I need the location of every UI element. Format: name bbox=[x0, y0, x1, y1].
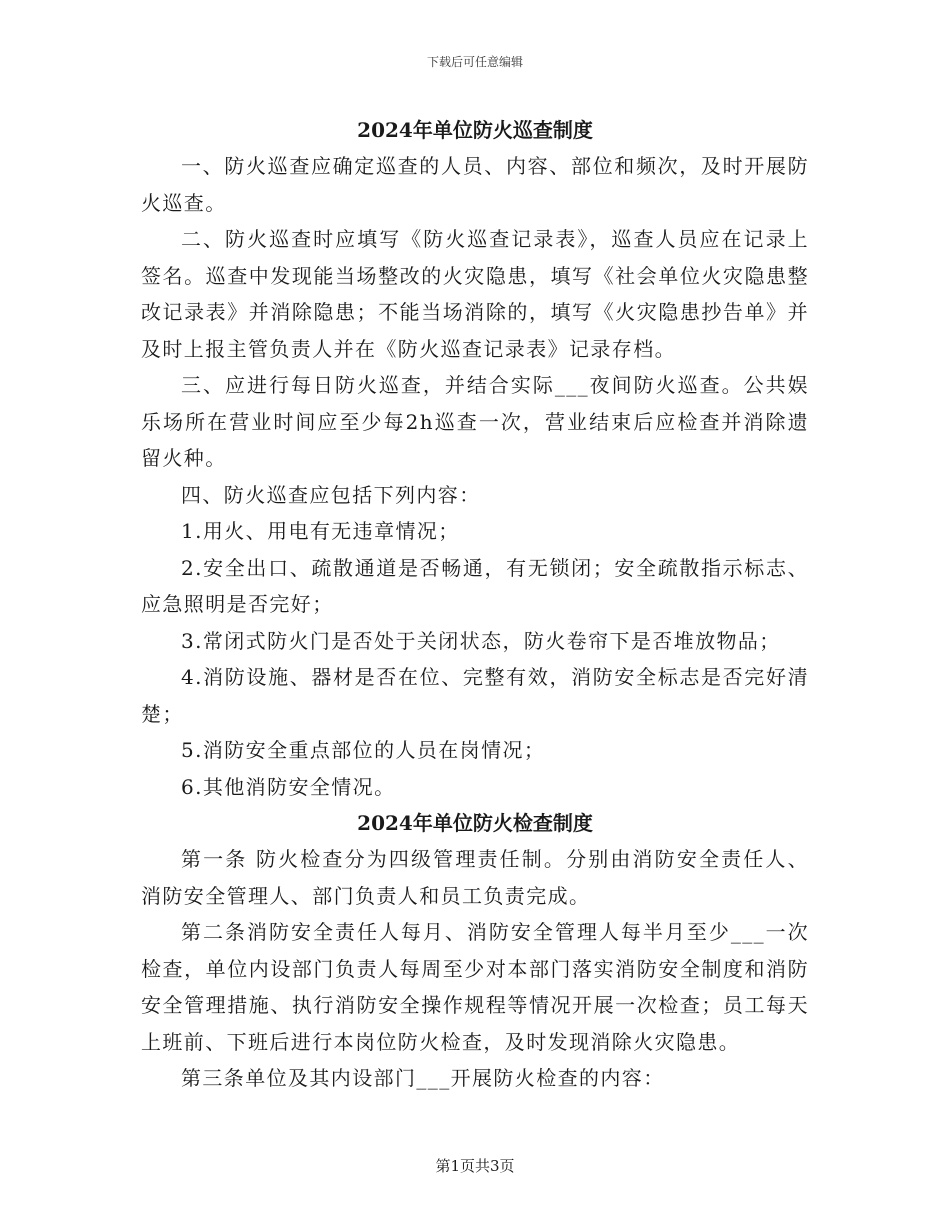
section1-title: 2024年单位防火巡查制度 bbox=[357, 118, 593, 142]
section2-body bbox=[141, 841, 809, 1097]
section2-paragraph: 第一条 防火检查分为四级管理责任制。分别由消防安全责任人、消防安全管理人、部门负责人和员工负责完成。 bbox=[141, 847, 809, 908]
section1-list-item: 2.安全出口、疏散通道是否畅通，有无锁闭；安全疏散指示标志、应急照明是否完好； bbox=[141, 555, 809, 616]
section1-paragraph: 二、防火巡查时应填写《防火巡查记录表》，巡查人员应在记录上签名。巡查中发现能当场整改的火灾隐患，填写《社会单位火灾隐患整改记录表》并消除隐患；不能当场消除的，填写《火灾隐患抄告单》并及时上报主管负责人并在《防火巡查记录表》记录存档。 bbox=[141, 227, 809, 361]
section1-body bbox=[141, 148, 809, 805]
section1-paragraph: 一、防火巡查应确定巡查的人员、内容、部位和频次，及时开展防火巡查。 bbox=[141, 154, 809, 215]
section1-list-item: 3.常闭式防火门是否处于关闭状态，防火卷帘下是否堆放物品； bbox=[181, 628, 781, 653]
page-number: 第1页共3页 bbox=[435, 1157, 515, 1175]
section1-list-item: 4.消防设施、器材是否在位、完整有效，消防安全标志是否完好清楚； bbox=[141, 665, 809, 726]
section1-list-item: 6.其他消防安全情况。 bbox=[181, 774, 396, 799]
header-note: 下载后可任意编辑 bbox=[426, 55, 523, 69]
section2-paragraph: 第三条单位及其内设部门___开展防火检查的内容： bbox=[181, 1066, 665, 1090]
section1-list-item: 1.用火、用电有无违章情况； bbox=[181, 519, 460, 543]
section1-paragraph: 三、应进行每日防火巡查，并结合实际___夜间防火巡查。公共娱乐场所在营业时间应至少每2h巡查一次，营业结束后应检查并消除遗留火种。 bbox=[141, 373, 809, 470]
section2-paragraph: 第二条消防安全责任人每月、消防安全管理人每半月至少___一次检查，单位内设部门负责人每周至少对本部门落实消防安全制度和消防安全管理措施、执行消防安全操作规程等情况开展一次检查；员工每天上班前、下班后进行本岗位防火检查，及时发现消除火灾隐患。 bbox=[141, 920, 809, 1054]
section1-paragraph: 四、防火巡查应包括下列内容： bbox=[181, 482, 481, 507]
section1-list-item: 5.消防安全重点部位的人员在岗情况； bbox=[181, 738, 546, 762]
document-body bbox=[141, 112, 809, 1097]
section2-title: 2024年单位防火检查制度 bbox=[357, 811, 593, 835]
